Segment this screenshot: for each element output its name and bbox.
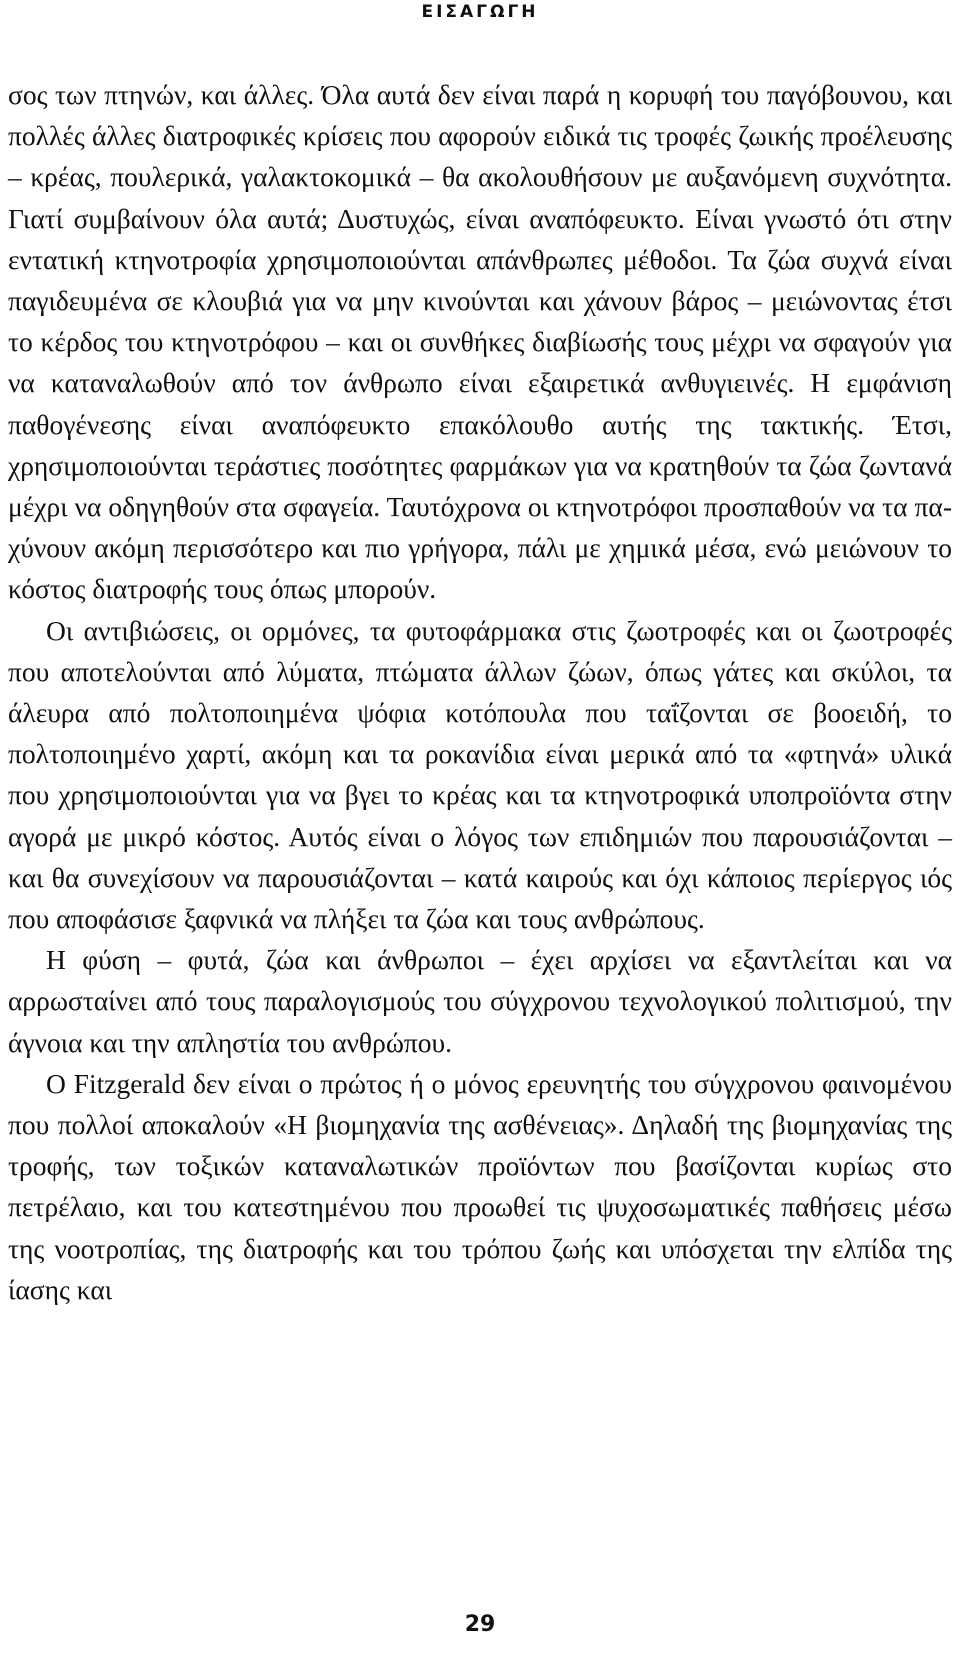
paragraph-nature: Η φύση – φυτά, ζώα και άνθρωποι – έχει αρχίσει να εξαντλείται και να αρρωσταίνει από τους παραλογισμούς του σύγχρονου τεχνολογικού πολιτισμού, την άγνοια και την απληστία του ανθρώπου. (8, 944, 952, 1058)
page-number: 29 (464, 1612, 496, 1637)
paragraph-continuation: σος των πτηνών, και άλλες. Όλα αυτά δεν είναι παρά η κορυφή του παγόβουνου, και πολλές άλλες διατροφικές κρίσεις που αφορούν ειδικά τις τροφές ζωικής προέλευσης – κρέας, πουλερικά, γαλακτοκομικά – θα ακολουθήσουν με αυξανόμενη συχνότητα. Γιατί συμβαίνουν όλα αυτά; Δυστυχώς, είναι αναπόφευκτο. Είναι γνωστό ότι στην εντατική κτηνοτροφία χρησιμοποιούνται απάνθρωπες μέθοδοι. Τα ζώα συχνά είναι παγιδευμένα σε κλουβιά για να μην κινούνται και χάνουν βάρος – μειώνοντας έτσι το κέρδος του κτηνοτρόφου – και οι συνθήκες διαβίωσής τους μέχρι να σφαγούν για να καταναλωθούν από τον άνθρωπο είναι εξαιρετικά ανθυγιεινές. Η εμφάνιση παθογένεσης είναι αναπόφευκτο επακόλουθο αυτής της τακτικής. Έτσι, χρησιμοποιούνται τεράστιες ποσότητες φαρμάκων για να κρατηθούν τα ζώα ζωντανά μέχρι να οδηγηθούν στα σφαγεία. Ταυτόχρονα οι κτηνοτρόφοι προσπαθούν να τα παχύνουν ακόμη περισσότερο και πιο γρήγορα, πάλι με χημικά μέσα, ενώ μειώνουν το κόστος διατροφής τους όπως μπορούν. (8, 79, 952, 605)
paragraph-antibiotics: Οι αντιβιώσεις, οι ορμόνες, τα φυτοφάρμακα στις ζωοτροφές και οι ζωοτροφές που αποτελούνται από λύματα, πτώματα άλλων ζώων, όπως γάτες και σκύλοι, τα άλευρα από πολτοποιημένα ψόφια κοτόπουλα που ταΐζονται σε βοοειδή, το πολτοποιημένο χαρτί, ακόμη και τα ροκανίδια είναι μερικά από τα «φτηνά» υλικά που χρησιμοποιούνται για να βγει το κρέας και τα κτηνοτροφικά υποπροϊόντα στην αγορά με μικρό κόστος. Αυτός είναι ο λόγος των επιδημιών που παρουσιάζονται – και θα συνεχίσουν να παρουσιάζονται – κατά καιρούς και όχι κάποιος περίεργος ιός που αποφάσισε ξαφνικά να πλήξει τα ζώα και τους ανθρώπους. (8, 614, 952, 935)
paragraph-fitzgerald: Ο Fitzgerald δεν είναι ο πρώτος ή ο μόνος ερευνητής του σύγχρονου φαινομένου που πολλοί αποκαλούν «Η βιομηχανία της ασθένειας». Δηλαδή της βιομηχανίας της τροφής, των τοξικών καταναλωτικών προϊόντων που βασίζονται κυρίως στο πετρέλαιο, και του κατεστημένου που προωθεί τις ψυχοσωματικές παθήσεις μέσω της νοοτροπίας, της διατροφής και του τρόπου ζωής και υπόσχεται την ελπίδα της ίασης και (8, 1067, 952, 1305)
body-text (8, 74, 952, 1310)
running-head: ΕΙΣΑΓΩΓΗ (421, 2, 539, 22)
